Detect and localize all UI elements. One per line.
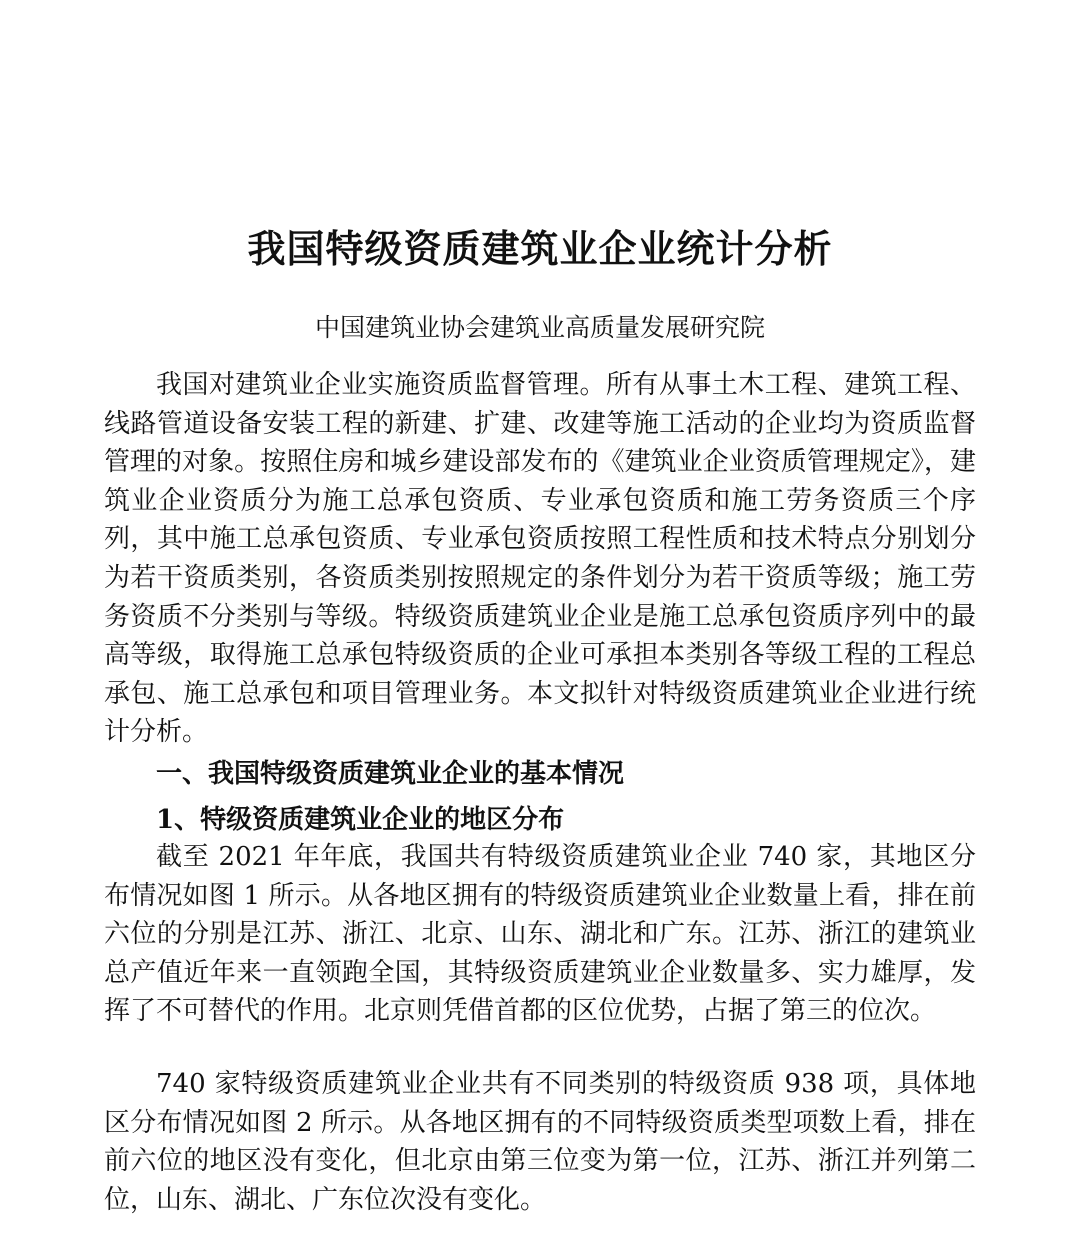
document-author: 中国建筑业协会建筑业高质量发展研究院 — [314, 313, 765, 342]
intro-paragraph: 我国对建筑业企业实施资质监督管理。所有从事土木工程、建筑工程、线路管道设备安装工程的新建、扩建、改建等施工活动的企业均为资质监督管理的对象。按照住房和城乡建设部发布的《建筑业企业资质管理规定》，建筑业企业资质分为施工总承包资质、专业承包资质和施工劳务资质三个序列，其中施工总承包资质、专业承包资质按照工程性质和技术特点分别划分为若干资质类别，各资质类别按照规定的条件划分为若干资质等级；施工劳务资质不分类别与等级。特级资质建筑业企业是施工总承包资质序列中的最高等级，取得施工总承包特级资质的企业可承担本类别各等级工程的工程总承包、施工总承包和项目管理业务。本文拟针对特级资质建筑业企业进行统计分析。 — [104, 370, 976, 748]
region-distribution-paragraph: 截至 2021 年年底，我国共有特级资质建筑业企业 740 家，其地区分布情况如图 1 所示。从各地区拥有的特级资质建筑业企业数量上看，排在前六位的分别是江苏、浙江、北京、山东、湖北和广东。江苏、浙江的建筑业总产值近年来一直领跑全国，其特级资质建筑业企业数量多、实力雄厚，发挥了不可替代的作用。北京则凭借首都的区位优势，占据了第三的位次。 — [104, 842, 976, 1027]
qualification-count-paragraph: 740 家特级资质建筑业企业共有不同类别的特级资质 938 项，具体地区分布情况如图 2 所示。从各地区拥有的不同特级资质类型项数上看，排在前六位的地区没有变化，但北京由第三位变为第一位，江苏、浙江并列第二位，山东、湖北、广东位次没有变化。 — [104, 1069, 976, 1215]
subsection-heading: 1、特级资质建筑业企业的地区分布 — [156, 805, 565, 835]
section-heading: 一、我国特级资质建筑业企业的基本情况 — [156, 759, 625, 789]
document-title: 我国特级资质建筑业企业统计分析 — [247, 226, 833, 271]
